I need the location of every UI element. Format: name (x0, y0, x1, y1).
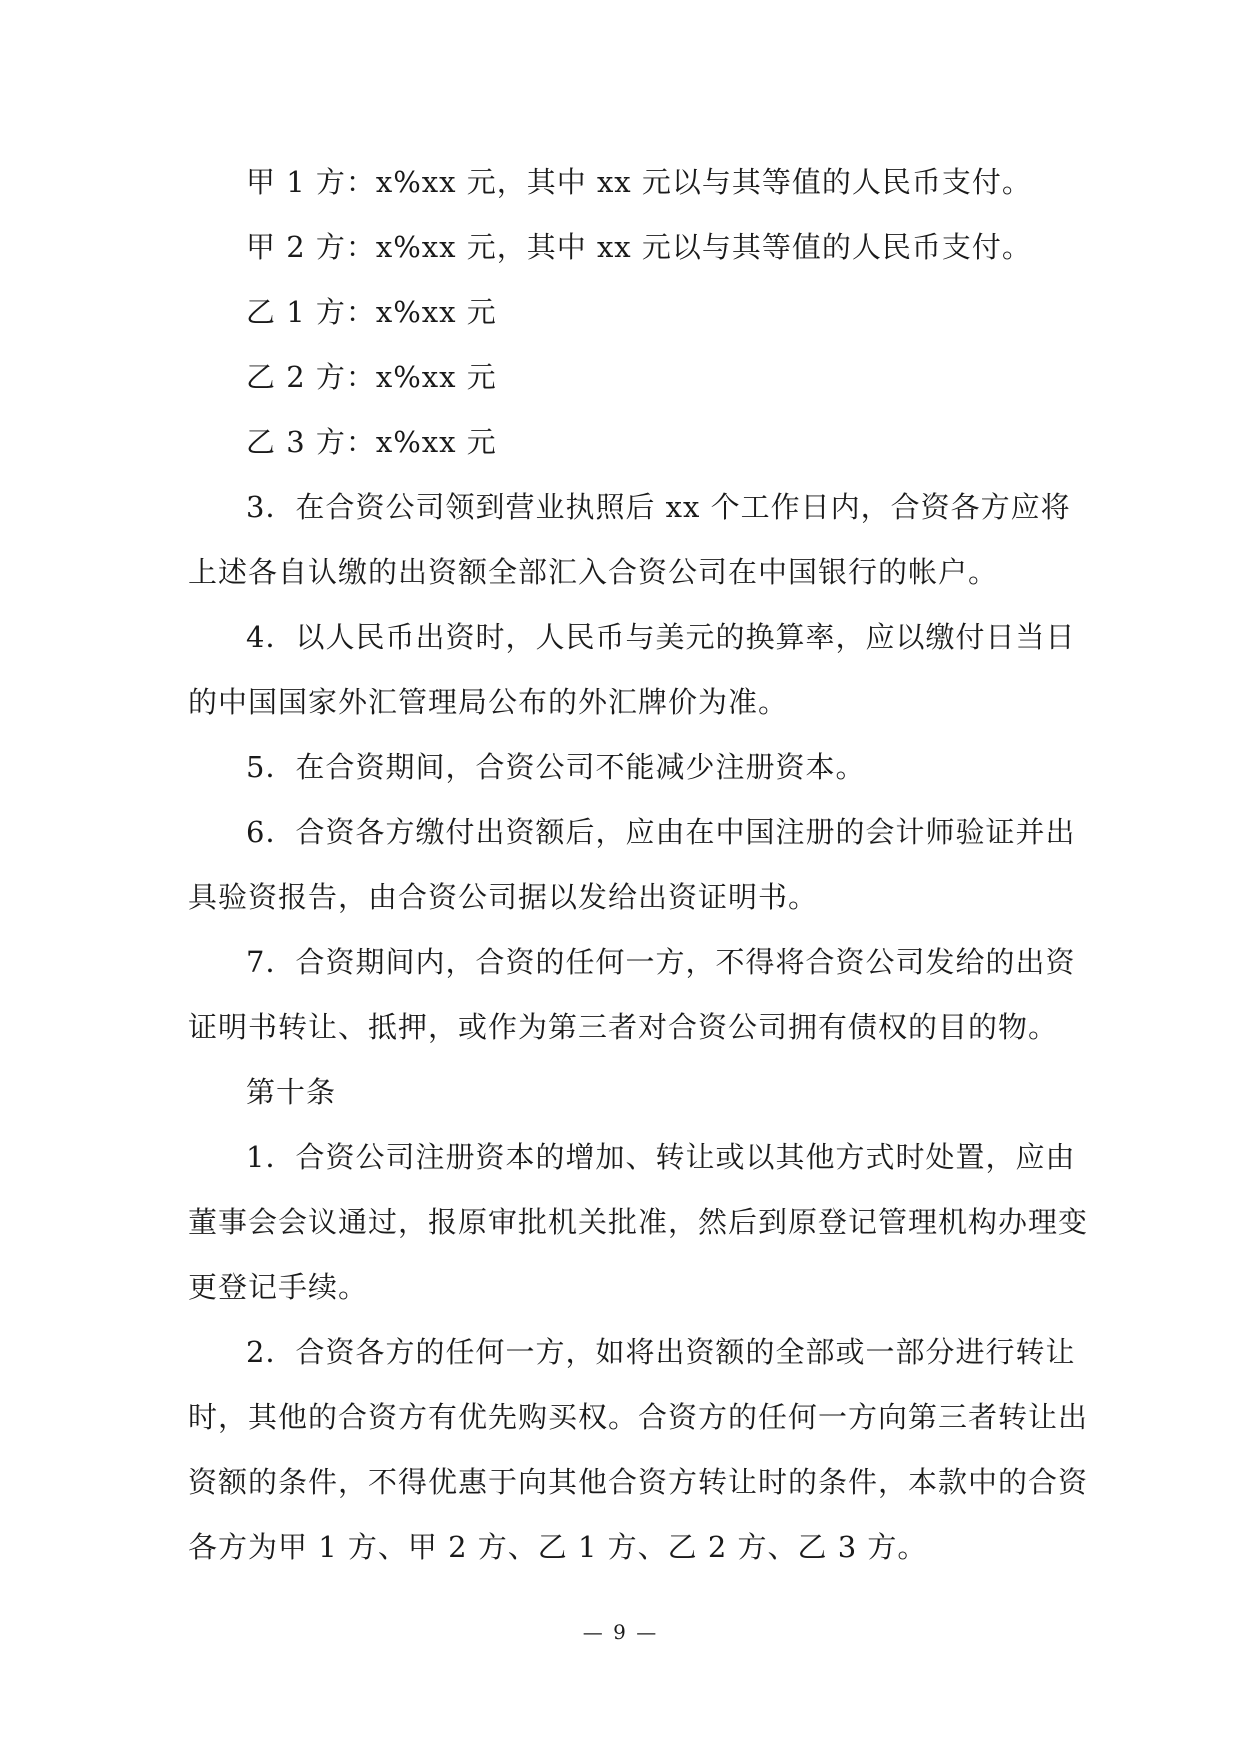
text-line: 资额的条件，不得优惠于向其他合资方转让时的条件，本款中的合资 (188, 1465, 1089, 1499)
text-line: 甲 1 方：x%xx 元，其中 xx 元以与其等值的人民币支付。 (246, 165, 1032, 199)
text-line: 的中国国家外汇管理局公布的外汇牌价为准。 (188, 685, 789, 719)
text-line: 董事会会议通过，报原审批机关批准，然后到原登记管理机构办理变 (188, 1205, 1089, 1239)
article-heading: 第十条 (246, 1075, 337, 1109)
text-line: 4．以人民币出资时，人民币与美元的换算率，应以缴付日当日 (246, 620, 1076, 654)
text-line: 7．合资期间内，合资的任何一方，不得将合资公司发给的出资 (246, 945, 1076, 979)
text-line: 更登记手续。 (188, 1270, 369, 1304)
text-line: 具验资报告，由合资公司据以发给出资证明书。 (188, 880, 819, 914)
text-line: 2．合资各方的任何一方，如将出资额的全部或一部分进行转让 (246, 1335, 1076, 1369)
page-number: — 9 — (582, 1620, 659, 1644)
text-line: 6．合资各方缴付出资额后，应由在中国注册的会计师验证并出 (246, 815, 1076, 849)
text-line: 3．在合资公司领到营业执照后 xx 个工作日内，合资各方应将 (246, 490, 1071, 524)
text-line: 上述各自认缴的出资额全部汇入合资公司在中国银行的帐户。 (188, 555, 999, 589)
text-line: 时，其他的合资方有优先购买权。合资方的任何一方向第三者转让出 (188, 1400, 1089, 1434)
text-line: 各方为甲 1 方、甲 2 方、乙 1 方、乙 2 方、乙 3 方。 (188, 1530, 928, 1564)
document-body (188, 150, 1089, 1580)
text-line: 5．在合资期间，合资公司不能减少注册资本。 (246, 750, 866, 784)
text-line: 乙 2 方：x%xx 元 (246, 360, 497, 394)
text-line: 乙 3 方：x%xx 元 (246, 425, 497, 459)
text-line: 乙 1 方：x%xx 元 (246, 295, 497, 329)
text-line: 证明书转让、抵押，或作为第三者对合资公司拥有债权的目的物。 (188, 1010, 1059, 1044)
text-line: 1．合资公司注册资本的增加、转让或以其他方式时处置，应由 (246, 1140, 1076, 1174)
text-line: 甲 2 方：x%xx 元，其中 xx 元以与其等值的人民币支付。 (246, 230, 1032, 264)
